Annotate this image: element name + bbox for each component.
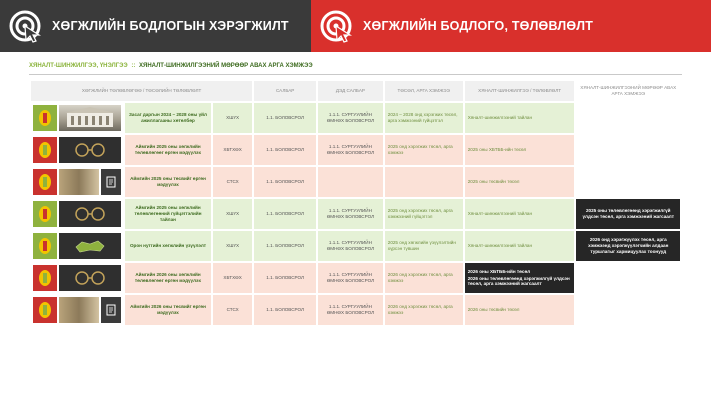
col-header-note: ХЯНАЛТ-ШИНЖИЛГЭЭ / ТӨЛӨВЛӨЛТ xyxy=(465,81,575,101)
header-left-title: ХӨГЖЛИЙН БОДЛОГЫН ХЭРЭГЖИЛТ xyxy=(52,19,289,33)
row-sector: 1.1. БОЛОВСРОЛ xyxy=(254,295,316,325)
row-name[interactable]: Аймгийн 2026 оны төсвийг өргөн мэдүүлэх xyxy=(125,295,211,325)
row-name[interactable]: Аймгийн 2026 оны хөгжлийн төлөвлөгөөг өргөн мэдүүлэх xyxy=(125,263,211,293)
header-right-title: ХӨГЖЛИЙН БОДЛОГО, ТӨЛӨВЛӨЛТ xyxy=(363,19,594,33)
table-row[interactable] xyxy=(31,231,680,261)
row-method: 2025 онд хөгжлийн үзүүлэлтийн хүрсэн түвшин xyxy=(385,231,463,261)
col-header-method: ТӨСӨЛ, АРГА ХЭМЖЭЭ xyxy=(385,81,463,101)
breadcrumb xyxy=(29,63,313,69)
row-subsector: 1.1.1. СУРГУУЛИЙН ӨМНӨХ БОЛОВСРОЛ xyxy=(318,263,383,293)
row-method: 2026 онд хэрэгжих төсөл, арга хэмжээ xyxy=(385,263,463,293)
header-right-bar[interactable] xyxy=(311,0,711,52)
gold-ornament-icon xyxy=(59,137,121,163)
row-note xyxy=(465,263,575,293)
row-icons xyxy=(31,295,123,325)
row-note: 2026 оны төсвийн төсөл xyxy=(465,295,575,325)
row-name[interactable]: Аймгийн 2025 оны хөгжлийн төлөвлөгөөний гүйцэтгэлийн тайлан xyxy=(125,199,211,229)
row-subsector: 1.1.1. СУРГУУЛИЙН ӨМНӨХ БОЛОВСРОЛ xyxy=(318,295,383,325)
landscape-photo-icon xyxy=(59,169,99,195)
row-name[interactable]: Аймгийн 2025 оны төсвийг өргөн мэдүүлэх xyxy=(125,167,211,197)
landscape-photo-icon xyxy=(59,297,99,323)
table-row[interactable] xyxy=(31,199,680,229)
row-code: СТСХ xyxy=(213,167,252,197)
row-sector: 1.1. БОЛОВСРОЛ xyxy=(254,167,316,197)
row-subsector: 1.1.1. СУРГУУЛИЙН ӨМНӨХ БОЛОВСРОЛ xyxy=(318,103,383,133)
row-method: 2025 онд хэрэгжих төсөл, арга хэмжээ xyxy=(385,135,463,165)
row-sector: 1.1. БОЛОВСРОЛ xyxy=(254,135,316,165)
emblem-icon xyxy=(33,201,57,227)
row-icons xyxy=(31,103,123,133)
target-logo-icon xyxy=(8,9,42,43)
row-subsector: 1.1.1. СУРГУУЛИЙН ӨМНӨХ БОЛОВСРОЛ xyxy=(318,231,383,261)
row-icons xyxy=(31,135,123,165)
row-name[interactable]: Засаг даргын 2024 – 2028 оны үйл ажиллагааны хөтөлбөр xyxy=(125,103,211,133)
row-code: ХБТХӨХ xyxy=(213,135,252,165)
row-note-line-2: 2026 оны төлөвлөгөөнд хэрэгжилгүй үлдсэн төсөл, арга хэмжээний жагсаалт xyxy=(467,275,570,287)
emblem-icon xyxy=(33,169,57,195)
col-header-subsector: ДЭД САЛБАР xyxy=(318,81,383,101)
emblem-icon xyxy=(33,137,57,163)
row-note-line-1: 2026 оны ХБТББ-ийн төсөл xyxy=(467,268,531,274)
row-sector: 1.1. БОЛОВСРОЛ xyxy=(254,263,316,293)
row-sector: 1.1. БОЛОВСРОЛ xyxy=(254,103,316,133)
header-left-bar xyxy=(0,0,311,52)
gold-ornament-icon xyxy=(59,265,121,291)
row-note: 2025 оны төсвийн төсөл xyxy=(465,167,575,197)
row-action xyxy=(576,167,680,197)
row-action xyxy=(576,103,680,133)
row-subsector: 1.1.1. СУРГУУЛИЙН ӨМНӨХ БОЛОВСРОЛ xyxy=(318,199,383,229)
row-name[interactable]: Аймгийн 2025 оны хөгжлийн төлөвлөгөөг өргөн мэдүүлэх xyxy=(125,135,211,165)
emblem-icon xyxy=(33,265,57,291)
target-logo-icon xyxy=(319,9,353,43)
monitoring-table xyxy=(29,79,682,327)
row-action xyxy=(576,295,680,325)
row-code: ХШҮХ xyxy=(213,103,252,133)
row-code: ХБТХӨХ xyxy=(213,263,252,293)
divider xyxy=(29,74,682,75)
row-action: 2025 оны төлөвлөгөөнд хэрэгжилгүй үлдсэн төсөл, арга хэмжээний жагсаалт xyxy=(576,199,680,229)
table-row[interactable] xyxy=(31,103,680,133)
table-row[interactable] xyxy=(31,263,680,293)
col-header-sector: САЛБАР xyxy=(254,81,316,101)
row-method: 2025 онд хэрэгжих төсөл, арга хэмжээний гүйцэтгэл xyxy=(385,199,463,229)
row-icons xyxy=(31,231,123,261)
row-method xyxy=(385,167,463,197)
gold-ornament-icon xyxy=(59,201,121,227)
row-action xyxy=(576,135,680,165)
document-icon xyxy=(101,169,121,195)
breadcrumb-separator: :: xyxy=(131,63,136,69)
row-subsector: 1.1.1. СУРГУУЛИЙН ӨМНӨХ БОЛОВСРОЛ xyxy=(318,135,383,165)
table-row[interactable] xyxy=(31,295,680,325)
table-header-row xyxy=(31,81,680,101)
row-subsector xyxy=(318,167,383,197)
col-header-doc: ХӨГЖЛИЙН ТӨЛӨВЛӨГӨӨ / ТӨСӨЛИЙН ТӨЛӨВЛӨЛТ xyxy=(31,81,252,101)
row-icons xyxy=(31,199,123,229)
col-header-action: ХЯНАЛТ-ШИНЖИЛГЭЭНИЙ МӨРӨӨР АВАХ АРГА ХЭМЖЭЭ xyxy=(576,81,680,101)
emblem-icon xyxy=(33,105,57,131)
breadcrumb-part-2: ХЯНАЛТ-ШИНЖИЛГЭЭНИЙ МӨРӨӨР АВАХ АРГА ХЭМЖЭЭ xyxy=(139,63,313,69)
row-sector: 1.1. БОЛОВСРОЛ xyxy=(254,231,316,261)
row-method: 2026 онд хэрэгжих төсөл, арга хэмжээ xyxy=(385,295,463,325)
row-note: Хяналт-шинжилгээний тайлан xyxy=(465,103,575,133)
emblem-icon xyxy=(33,297,57,323)
row-action xyxy=(576,263,680,293)
row-note: Хяналт-шинжилгээний тайлан xyxy=(465,231,575,261)
map-icon xyxy=(59,233,121,259)
row-icons xyxy=(31,167,123,197)
row-action: 2026 онд хэрэгжүүлэх төсөл, арга хэмжээнд хэрэгжүүлэгчийн алдаан туршлагыг хармицуулах тоонууд xyxy=(576,231,680,261)
row-note: Хяналт-шинжилгээний тайлан xyxy=(465,199,575,229)
row-sector: 1.1. БОЛОВСРОЛ xyxy=(254,199,316,229)
row-note: 2025 оны ХБТББ-ийн төсөл xyxy=(465,135,575,165)
row-name[interactable]: Орон нутгийн хөгжлийн үзүүлэлт xyxy=(125,231,211,261)
row-code: СТСХ xyxy=(213,295,252,325)
table-row[interactable] xyxy=(31,167,680,197)
table-row[interactable] xyxy=(31,135,680,165)
row-code: ХШҮХ xyxy=(213,231,252,261)
row-method: 2024 – 2028 онд хэрэгжих төсөл, арга хэмжээний гүйцэтгэл xyxy=(385,103,463,133)
building-photo-icon xyxy=(59,105,121,131)
row-icons xyxy=(31,263,123,293)
document-icon xyxy=(101,297,121,323)
row-code: ХШҮХ xyxy=(213,199,252,229)
emblem-icon xyxy=(33,233,57,259)
breadcrumb-part-1[interactable]: ХЯНАЛТ-ШИНЖИЛГЭЭ, ҮНЭЛГЭЭ xyxy=(29,63,128,69)
